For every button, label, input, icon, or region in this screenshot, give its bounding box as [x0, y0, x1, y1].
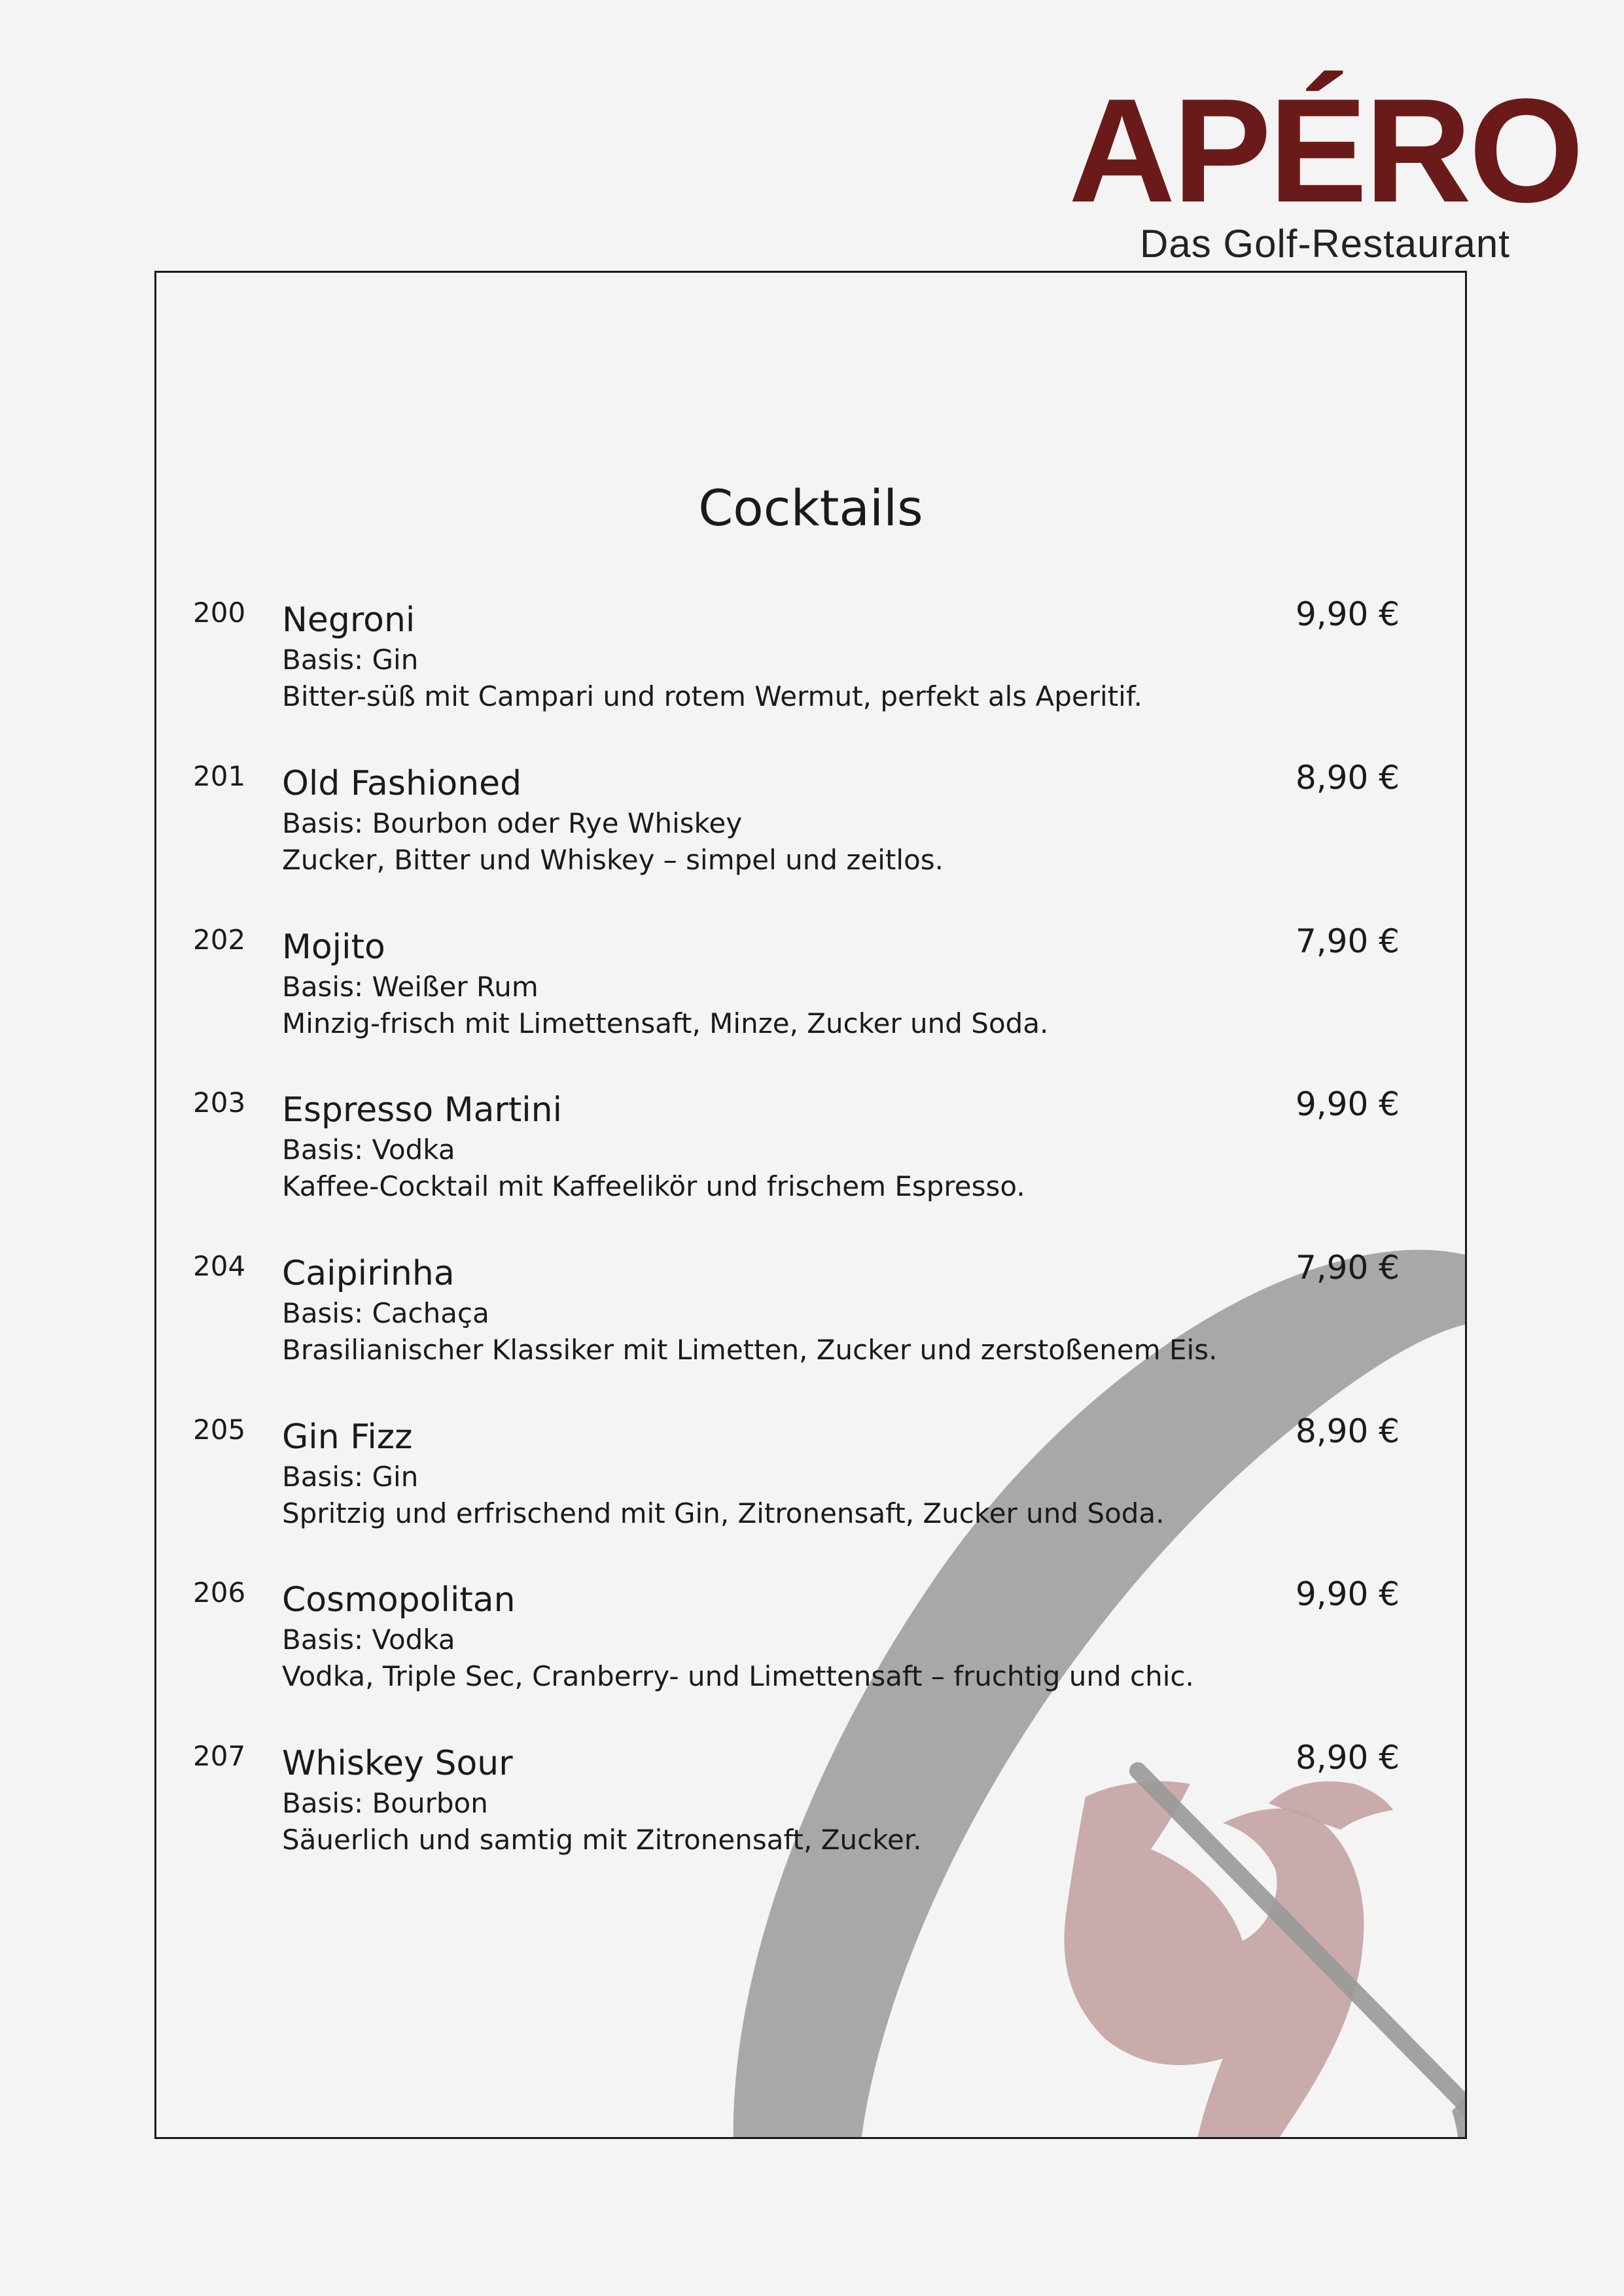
item-basis: Basis: Cachaça	[282, 1297, 489, 1329]
item-price: 9,90 €	[1295, 1575, 1400, 1613]
page-title: Cocktails	[698, 479, 923, 537]
item-name: Gin Fizz	[282, 1418, 413, 1457]
item-description: Brasilianischer Klassiker mit Limetten, Zucker und zerstoßenem Eis.	[282, 1334, 1218, 1366]
item-number: 203	[193, 1087, 246, 1119]
item-description: Spritzig und erfrischend mit Gin, Zitronensaft, Zucker und Soda.	[282, 1497, 1165, 1529]
brand-logo	[1060, 67, 1590, 267]
item-basis: Basis: Vodka	[282, 1134, 455, 1166]
item-basis: Basis: Gin	[282, 644, 419, 676]
item-number: 202	[193, 924, 246, 956]
item-price: 8,90 €	[1295, 759, 1400, 797]
item-number: 204	[193, 1250, 246, 1282]
item-number: 205	[193, 1414, 246, 1446]
item-name: Caipirinha	[282, 1254, 455, 1293]
item-description: Vodka, Triple Sec, Cranberry- und Limettensaft – fruchtig und chic.	[282, 1660, 1194, 1692]
menu-item	[156, 920, 1465, 1064]
item-name: Negroni	[282, 600, 415, 640]
menu-item	[156, 1083, 1465, 1227]
item-name: Old Fashioned	[282, 764, 522, 803]
item-basis: Basis: Gin	[282, 1461, 419, 1493]
item-basis: Basis: Bourbon oder Rye Whiskey	[282, 807, 743, 839]
brand-title: APÉRO	[1068, 67, 1581, 233]
menu-item	[156, 1247, 1465, 1391]
item-basis: Basis: Vodka	[282, 1624, 455, 1656]
item-price: 8,90 €	[1295, 1412, 1400, 1450]
item-description: Kaffee-Cocktail mit Kaffeelikör und frischem Espresso.	[282, 1170, 1025, 1202]
item-description: Bitter-süß mit Campari und rotem Wermut, perfekt als Aperitif.	[282, 680, 1142, 712]
item-name: Whiskey Sour	[282, 1744, 513, 1783]
item-name: Mojito	[282, 928, 385, 967]
item-price: 9,90 €	[1295, 595, 1400, 633]
menu-item	[156, 593, 1465, 737]
brand-subtitle: Das Golf-Restaurant	[1140, 222, 1510, 266]
menu-item	[156, 757, 1465, 901]
item-number: 207	[193, 1740, 246, 1772]
item-name: Espresso Martini	[282, 1090, 563, 1130]
item-price: 7,90 €	[1295, 1249, 1400, 1287]
item-basis: Basis: Bourbon	[282, 1787, 488, 1819]
item-number: 206	[193, 1576, 246, 1609]
menu-frame	[154, 271, 1467, 2139]
menu-item	[156, 1737, 1465, 1881]
item-name: Cosmopolitan	[282, 1580, 516, 1620]
menu-item	[156, 1573, 1465, 1717]
item-price: 7,90 €	[1295, 922, 1400, 960]
item-price: 9,90 €	[1295, 1085, 1400, 1123]
item-description: Minzig-frisch mit Limettensaft, Minze, Zucker und Soda.	[282, 1007, 1049, 1039]
item-description: Zucker, Bitter und Whiskey – simpel und zeitlos.	[282, 844, 944, 876]
item-number: 201	[193, 760, 246, 792]
item-basis: Basis: Weißer Rum	[282, 971, 538, 1003]
item-price: 8,90 €	[1295, 1739, 1400, 1777]
menu-item	[156, 1410, 1465, 1554]
item-description: Säuerlich und samtig mit Zitronensaft, Zucker.	[282, 1824, 922, 1856]
item-number: 200	[193, 597, 246, 629]
